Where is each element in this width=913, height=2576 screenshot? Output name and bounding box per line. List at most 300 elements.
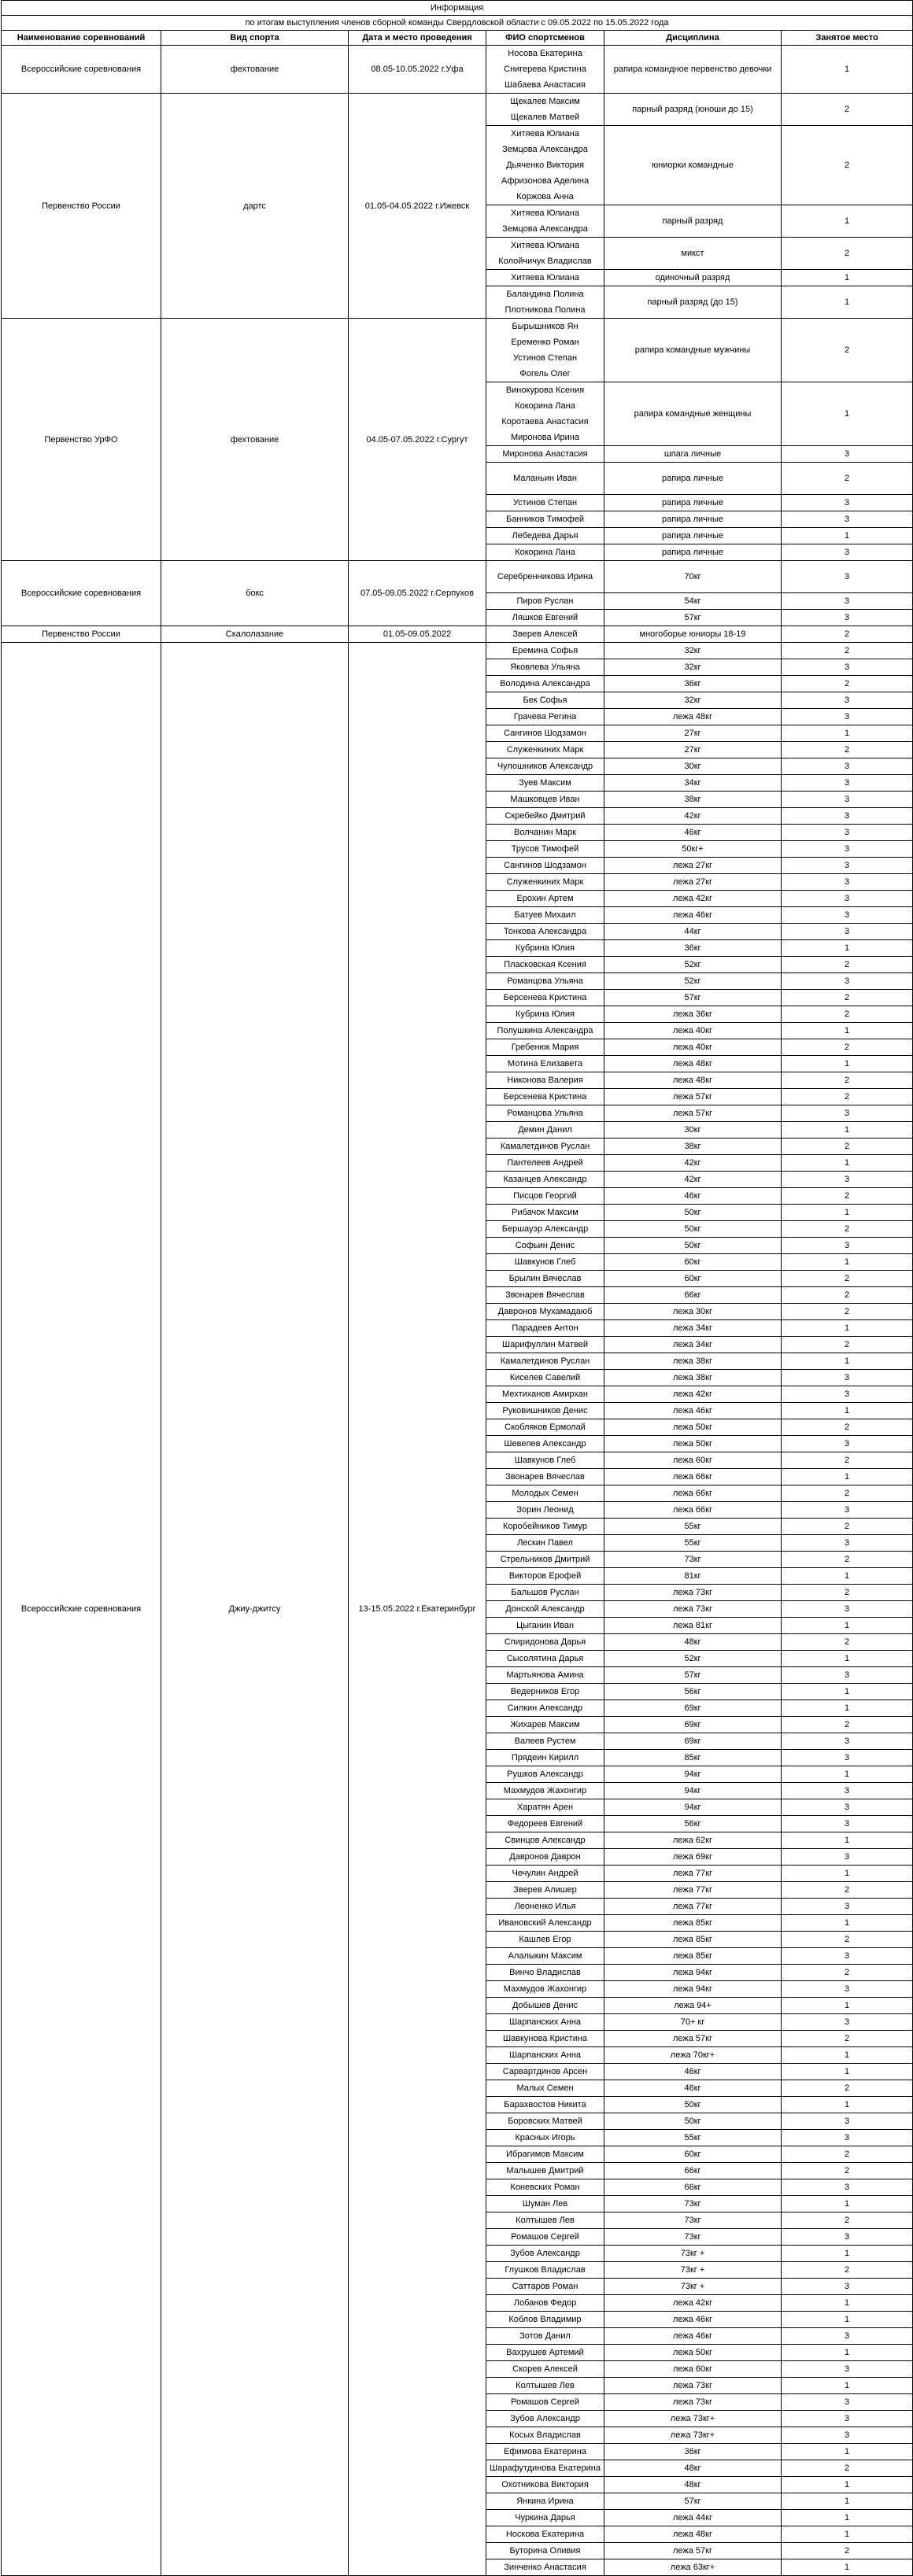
athletes-cell bbox=[486, 2179, 604, 2196]
athlete-name: Ромашов Сергей bbox=[511, 2397, 579, 2407]
place-cell: 1 bbox=[782, 725, 913, 742]
discipline-cell: 52кг bbox=[604, 973, 782, 990]
place-cell: 2 bbox=[782, 990, 913, 1006]
place-cell: 1 bbox=[782, 2526, 913, 2543]
athletes-cell bbox=[486, 1932, 604, 1948]
place-cell: 1 bbox=[782, 2047, 913, 2064]
athlete-name: Сарвартдинов Арсен bbox=[502, 2067, 588, 2076]
athletes-cell bbox=[486, 2212, 604, 2229]
place-cell: 3 bbox=[782, 692, 913, 709]
athletes-cell bbox=[486, 1221, 604, 1238]
athletes-cell bbox=[486, 2163, 604, 2179]
discipline-cell: 73кг + bbox=[604, 2279, 782, 2295]
place-cell: 2 bbox=[782, 1271, 913, 1287]
athlete-name: Шарпанских Анна bbox=[508, 2050, 582, 2060]
place-cell: 3 bbox=[782, 1849, 913, 1866]
results-table bbox=[1, 0, 913, 2576]
discipline-cell: лежа 73кг bbox=[604, 2394, 782, 2411]
athletes-cell bbox=[486, 1370, 604, 1386]
place-cell: 1 bbox=[782, 1684, 913, 1700]
discipline-cell: 85кг bbox=[604, 1750, 782, 1766]
athletes-cell bbox=[486, 2246, 604, 2262]
athletes-cell bbox=[486, 1254, 604, 1271]
discipline-cell: лежа 94+ bbox=[604, 1998, 782, 2014]
athlete-name: Скобляков Ермолай bbox=[505, 1423, 586, 1432]
discipline-cell: лежа 70кг+ bbox=[604, 2047, 782, 2064]
discipline-cell: лежа 77кг bbox=[604, 1882, 782, 1899]
athletes-cell bbox=[486, 1287, 604, 1304]
athletes-cell bbox=[486, 1568, 604, 1585]
athlete-name: Миронова Ирина bbox=[511, 433, 579, 442]
athletes-cell bbox=[486, 463, 604, 495]
discipline-cell: 48кг bbox=[604, 2460, 782, 2477]
discipline-cell: 48кг bbox=[604, 2477, 782, 2493]
athletes-cell bbox=[486, 1023, 604, 1039]
dates-cell: 13-15.05.2022 г.Екатеринбург bbox=[349, 643, 486, 2576]
athlete-name: Прядеин Кирилл bbox=[511, 1753, 579, 1762]
athlete-name: Романцова Ульяна bbox=[507, 1109, 583, 1118]
athlete-name: Зорин Леонид bbox=[516, 1505, 574, 1515]
place-cell: 2 bbox=[782, 2212, 913, 2229]
athletes-cell bbox=[486, 1469, 604, 1485]
place-cell: 1 bbox=[782, 270, 913, 286]
discipline-cell: 32кг bbox=[604, 692, 782, 709]
athlete-name: Серебренникова Ирина bbox=[497, 572, 593, 581]
discipline-cell: 66кг bbox=[604, 2179, 782, 2196]
athlete-name: Сысолятина Дарья bbox=[506, 1654, 584, 1663]
athletes-cell bbox=[486, 1353, 604, 1370]
athlete-name: Камалетдинов Руслан bbox=[500, 1356, 590, 1366]
discipline-cell: лежа 60кг bbox=[604, 2361, 782, 2378]
place-cell: 3 bbox=[782, 1386, 913, 1403]
dates-cell: 08.05-10.05.2022 г.Уфа bbox=[349, 46, 486, 94]
athletes-cell bbox=[486, 1105, 604, 1122]
athlete-name: Кашлев Егор bbox=[519, 1935, 571, 1944]
athletes-cell bbox=[486, 2229, 604, 2246]
athlete-name: Мотина Елизавета bbox=[507, 1059, 583, 1068]
place-cell: 1 bbox=[782, 2312, 913, 2328]
discipline-cell: 69кг bbox=[604, 1700, 782, 1717]
athlete-name: Грачева Регина bbox=[513, 712, 577, 722]
place-cell: 3 bbox=[782, 1105, 913, 1122]
athletes-cell bbox=[486, 1337, 604, 1353]
athletes-cell bbox=[486, 2444, 604, 2460]
athlete-name: Шавкунов Глеб bbox=[514, 1456, 576, 1465]
discipline-cell: 81кг bbox=[604, 1568, 782, 1585]
athletes-cell bbox=[486, 643, 604, 659]
place-cell: 1 bbox=[782, 528, 913, 544]
athlete-name: Пиров Руслан bbox=[516, 596, 574, 606]
athlete-name: Харатян Арен bbox=[516, 1803, 574, 1812]
athletes-cell bbox=[486, 495, 604, 511]
athlete-name: Казанцев Александр bbox=[503, 1175, 587, 1184]
athlete-name: Устинов Степан bbox=[512, 498, 578, 507]
discipline-cell: лежа 94кг bbox=[604, 1981, 782, 1998]
athletes-cell bbox=[486, 1948, 604, 1965]
athletes-cell bbox=[486, 1535, 604, 1552]
athlete-name: Шавкунова Кристина bbox=[502, 2034, 588, 2043]
place-cell: 3 bbox=[782, 1238, 913, 1254]
place-cell: 3 bbox=[782, 1899, 913, 1915]
competition-cell: Всероссийские соревнования bbox=[2, 46, 161, 94]
place-cell: 1 bbox=[782, 2097, 913, 2113]
athletes-cell bbox=[486, 1651, 604, 1667]
athletes-cell bbox=[486, 2080, 604, 2097]
athlete-name: Шевелев Александр bbox=[504, 1439, 586, 1449]
athletes-cell bbox=[486, 2543, 604, 2559]
athlete-name: Колойчичук Владислав bbox=[498, 256, 592, 266]
place-cell: 3 bbox=[782, 2229, 913, 2246]
place-cell: 2 bbox=[782, 676, 913, 692]
athlete-name: Коротаева Анастасия bbox=[501, 417, 589, 426]
athlete-name: Лебедева Дарья bbox=[512, 531, 578, 541]
place-cell: 2 bbox=[782, 1932, 913, 1948]
athletes-cell bbox=[486, 1700, 604, 1717]
athlete-name: Зверев Алексей bbox=[512, 629, 578, 639]
place-cell: 1 bbox=[782, 2477, 913, 2493]
athletes-cell bbox=[486, 775, 604, 792]
athlete-name: Сангинов Шодзамон bbox=[504, 729, 586, 738]
athletes-cell bbox=[486, 1684, 604, 1700]
athletes-cell bbox=[486, 2361, 604, 2378]
discipline-cell: лежа 85кг bbox=[604, 1932, 782, 1948]
athletes-cell bbox=[486, 1601, 604, 1618]
athletes-cell bbox=[486, 205, 604, 238]
discipline-cell: лежа 94кг bbox=[604, 1965, 782, 1981]
athletes-cell bbox=[486, 973, 604, 990]
athlete-name: Зинченко Анастасия bbox=[504, 2563, 586, 2572]
place-cell: 3 bbox=[782, 2130, 913, 2146]
place-cell: 2 bbox=[782, 643, 913, 659]
athlete-name: Глушков Владислав bbox=[505, 2265, 586, 2275]
discipline-cell: 57кг bbox=[604, 610, 782, 626]
sport-cell: Скалолазание bbox=[161, 626, 349, 643]
place-cell: 3 bbox=[782, 2179, 913, 2196]
discipline-cell: 46кг bbox=[604, 1188, 782, 1205]
discipline-cell: лежа 66кг bbox=[604, 1469, 782, 1485]
place-cell: 1 bbox=[782, 1700, 913, 1717]
discipline-cell: 73кг + bbox=[604, 2262, 782, 2279]
discipline-cell: лежа 27кг bbox=[604, 874, 782, 891]
athletes-cell bbox=[486, 1089, 604, 1105]
place-cell: 1 bbox=[782, 205, 913, 238]
table-row bbox=[2, 94, 913, 126]
athletes-cell bbox=[486, 2427, 604, 2444]
athlete-name: Жихарев Максим bbox=[510, 1720, 580, 1729]
header-competition: Наименование соревнований bbox=[2, 31, 161, 46]
place-cell: 2 bbox=[782, 1419, 913, 1436]
place-cell: 3 bbox=[782, 858, 913, 874]
athlete-name: Кубрина Юлия bbox=[516, 943, 575, 953]
discipline-cell: 73кг + bbox=[604, 2246, 782, 2262]
athlete-name: Гребенюк Мария bbox=[511, 1043, 579, 1052]
athletes-cell bbox=[486, 1039, 604, 1056]
dates-cell: 01.05-09.05.2022 bbox=[349, 626, 486, 643]
discipline-cell: 48кг bbox=[604, 1634, 782, 1651]
athlete-name: Романцова Ульяна bbox=[507, 976, 583, 986]
place-cell: 3 bbox=[782, 2361, 913, 2378]
place-cell: 1 bbox=[782, 1254, 913, 1271]
athletes-cell bbox=[486, 1832, 604, 1849]
athlete-name: Чечулин Андрей bbox=[512, 1869, 578, 1878]
athlete-name: Тонкова Александра bbox=[503, 927, 587, 936]
place-cell: 2 bbox=[782, 2262, 913, 2279]
athlete-name: Зверев Алишер bbox=[513, 1885, 577, 1895]
place-cell: 2 bbox=[782, 1089, 913, 1105]
athlete-name: Миронова Анастасия bbox=[502, 449, 588, 459]
discipline-cell: рапира командные мужчины bbox=[604, 319, 782, 382]
place-cell: 2 bbox=[782, 2460, 913, 2477]
place-cell: 3 bbox=[782, 891, 913, 907]
discipline-cell: лежа 77кг bbox=[604, 1866, 782, 1882]
discipline-cell: 94кг bbox=[604, 1766, 782, 1783]
place-cell: 1 bbox=[782, 2295, 913, 2312]
athletes-cell bbox=[486, 924, 604, 940]
place-cell: 1 bbox=[782, 2493, 913, 2510]
place-cell: 3 bbox=[782, 495, 913, 511]
athletes-cell bbox=[486, 528, 604, 544]
athlete-name: Руковишников Денис bbox=[502, 1406, 588, 1415]
discipline-cell: 50кг bbox=[604, 1238, 782, 1254]
athlete-name: Малых Семен bbox=[516, 2083, 574, 2093]
athletes-cell bbox=[486, 319, 604, 382]
athletes-cell bbox=[486, 544, 604, 561]
dates-cell: 01.05-04.05.2022 г.Ижевск bbox=[349, 94, 486, 319]
athlete-name: Чуркина Дарья bbox=[515, 2513, 575, 2522]
place-cell: 2 bbox=[782, 742, 913, 758]
athlete-name: Земцова Александра bbox=[502, 145, 588, 154]
discipline-cell: 38кг bbox=[604, 1139, 782, 1155]
athletes-cell bbox=[486, 2312, 604, 2328]
athletes-cell bbox=[486, 46, 604, 94]
place-cell: 1 bbox=[782, 1568, 913, 1585]
place-cell: 2 bbox=[782, 1039, 913, 1056]
place-cell: 3 bbox=[782, 544, 913, 561]
discipline-cell: 57кг bbox=[604, 2493, 782, 2510]
athletes-cell bbox=[486, 2345, 604, 2361]
discipline-cell: микст bbox=[604, 238, 782, 270]
competition-cell: Всероссийские соревнования bbox=[2, 643, 161, 2576]
place-cell: 1 bbox=[782, 1056, 913, 1072]
athlete-name: Снигерева Кристина bbox=[504, 65, 586, 74]
athletes-cell bbox=[486, 561, 604, 593]
place-cell: 2 bbox=[782, 1304, 913, 1320]
discipline-cell: лежа 36кг bbox=[604, 1006, 782, 1023]
discipline-cell: рапира командные женщины bbox=[604, 382, 782, 446]
competition-cell: Всероссийские соревнования bbox=[2, 561, 161, 626]
competition-cell: Первенство России bbox=[2, 94, 161, 319]
athletes-cell bbox=[486, 1006, 604, 1023]
athlete-name: Охотникова Виктория bbox=[501, 2480, 589, 2489]
athlete-name: Носкова Екатерина bbox=[505, 2530, 585, 2539]
athlete-name: Плотникова Полина bbox=[505, 305, 586, 315]
athletes-cell bbox=[486, 270, 604, 286]
athletes-cell bbox=[486, 1585, 604, 1601]
discipline-cell: 52кг bbox=[604, 1651, 782, 1667]
place-cell: 2 bbox=[782, 2146, 913, 2163]
athlete-name: Бырышников Ян bbox=[512, 322, 578, 331]
athlete-name: Викторов Ерофей bbox=[508, 1571, 582, 1581]
discipline-cell: лежа 42кг bbox=[604, 1386, 782, 1403]
athletes-cell bbox=[486, 2130, 604, 2146]
athletes-cell bbox=[486, 1155, 604, 1172]
athlete-name: Ерохин Артем bbox=[516, 894, 574, 903]
discipline-cell: лежа 40кг bbox=[604, 1023, 782, 1039]
discipline-cell: лежа 57кг bbox=[604, 2543, 782, 2559]
athlete-name: Коржова Анна bbox=[516, 192, 574, 201]
place-cell: 3 bbox=[782, 841, 913, 858]
athletes-cell bbox=[486, 2113, 604, 2130]
discipline-cell: рапира личные bbox=[604, 511, 782, 528]
athlete-name: Силкин Александр bbox=[507, 1703, 583, 1713]
discipline-cell: лежа 57кг bbox=[604, 1089, 782, 1105]
athletes-cell bbox=[486, 2097, 604, 2113]
athletes-cell bbox=[486, 1915, 604, 1932]
place-cell: 3 bbox=[782, 874, 913, 891]
athletes-cell bbox=[486, 1403, 604, 1419]
discipline-cell: юниорки командные bbox=[604, 126, 782, 205]
athlete-name: Винчо Владислав bbox=[509, 1968, 581, 1977]
athlete-name: Коблов Владимир bbox=[508, 2315, 582, 2324]
place-cell: 1 bbox=[782, 1023, 913, 1039]
discipline-cell: 55кг bbox=[604, 2130, 782, 2146]
discipline-cell: лежа 48кг bbox=[604, 1072, 782, 1089]
place-cell: 2 bbox=[782, 1072, 913, 1089]
discipline-cell: лежа 46кг bbox=[604, 2328, 782, 2345]
discipline-cell: 56кг bbox=[604, 1684, 782, 1700]
athletes-cell bbox=[486, 1882, 604, 1899]
discipline-cell: лежа 50кг bbox=[604, 1436, 782, 1452]
athletes-cell bbox=[486, 957, 604, 973]
athlete-name: Хитяева Юлиана bbox=[511, 129, 579, 138]
athlete-name: Писцов Георгий bbox=[513, 1191, 577, 1201]
place-cell: 2 bbox=[782, 1139, 913, 1155]
athlete-name: Батуев Михаил bbox=[514, 910, 576, 920]
place-cell: 3 bbox=[782, 2279, 913, 2295]
athlete-name: Брылин Вячеслав bbox=[508, 1274, 582, 1283]
discipline-cell: 27кг bbox=[604, 742, 782, 758]
place-cell: 2 bbox=[782, 1552, 913, 1568]
athletes-cell bbox=[486, 1386, 604, 1403]
athlete-name: Боровских Матвей bbox=[508, 2117, 582, 2126]
athlete-name: Машковцев Иван bbox=[510, 795, 580, 804]
athlete-name: Федореев Евгений bbox=[507, 1819, 583, 1829]
discipline-cell: лежа 73кг+ bbox=[604, 2427, 782, 2444]
athlete-name: Камалетдинов Руслан bbox=[500, 1142, 590, 1151]
athletes-cell bbox=[486, 1733, 604, 1750]
athletes-cell bbox=[486, 2262, 604, 2279]
discipline-cell: 46кг bbox=[604, 825, 782, 841]
place-cell: 1 bbox=[782, 2378, 913, 2394]
athlete-name: Никонова Валерия bbox=[507, 1076, 583, 1085]
athletes-cell bbox=[486, 1998, 604, 2014]
place-cell: 3 bbox=[782, 511, 913, 528]
athlete-name: Софьин Денис bbox=[515, 1241, 575, 1250]
athlete-name: Ляшков Евгений bbox=[512, 613, 578, 622]
header-dates: Дата и место проведения bbox=[349, 31, 486, 46]
athlete-name: Зубов Александр bbox=[510, 2414, 580, 2423]
discipline-cell: лежа 85кг bbox=[604, 1948, 782, 1965]
discipline-cell: лежа 60кг bbox=[604, 1452, 782, 1469]
place-cell: 2 bbox=[782, 1221, 913, 1238]
discipline-cell: 70кг bbox=[604, 561, 782, 593]
athlete-name: Пантелеев Андрей bbox=[507, 1158, 583, 1168]
place-cell: 1 bbox=[782, 1998, 913, 2014]
place-cell: 3 bbox=[782, 1750, 913, 1766]
athlete-name: Зуев Максим bbox=[519, 778, 571, 788]
athletes-cell bbox=[486, 238, 604, 270]
discipline-cell: 44кг bbox=[604, 924, 782, 940]
document-subtitle: по итогам выступления членов сборной команды Свердловской области с 09.05.2022 по 15.05.2022 года bbox=[2, 16, 913, 31]
athletes-cell bbox=[486, 610, 604, 626]
athlete-name: Косых Владислав bbox=[509, 2430, 581, 2440]
place-cell: 1 bbox=[782, 1651, 913, 1667]
athletes-cell bbox=[486, 1766, 604, 1783]
athlete-name: Берсенева Кристина bbox=[503, 1092, 587, 1102]
athlete-name: Зубов Александр bbox=[510, 2249, 580, 2258]
discipline-cell: лежа 66кг bbox=[604, 1485, 782, 1502]
place-cell: 3 bbox=[782, 1948, 913, 1965]
place-cell: 2 bbox=[782, 94, 913, 126]
place-cell: 2 bbox=[782, 1485, 913, 1502]
athletes-cell bbox=[486, 709, 604, 725]
athlete-name: Хитяева Юлиана bbox=[511, 241, 579, 250]
athlete-name: Янкина Ирина bbox=[516, 2497, 574, 2506]
place-cell: 1 bbox=[782, 1866, 913, 1882]
athletes-cell bbox=[486, 1816, 604, 1832]
athletes-cell bbox=[486, 841, 604, 858]
place-cell: 3 bbox=[782, 2411, 913, 2427]
discipline-cell: 54кг bbox=[604, 593, 782, 610]
athlete-name: Пласковская Ксения bbox=[504, 960, 586, 969]
athlete-name: Служенкиних Марк bbox=[506, 745, 584, 755]
athlete-name: Свинцов Александр bbox=[505, 1836, 586, 1845]
competition-cell: Первенство России bbox=[2, 626, 161, 643]
athletes-cell bbox=[486, 2477, 604, 2493]
athletes-cell bbox=[486, 446, 604, 463]
athletes-cell bbox=[486, 940, 604, 957]
athlete-name: Володина Александра bbox=[500, 679, 590, 688]
discipline-cell: 30кг bbox=[604, 1122, 782, 1139]
discipline-cell: лежа 57кг bbox=[604, 1105, 782, 1122]
discipline-cell: 60кг bbox=[604, 1254, 782, 1271]
place-cell: 3 bbox=[782, 1172, 913, 1188]
place-cell: 3 bbox=[782, 973, 913, 990]
athlete-name: Служенкиних Марк bbox=[506, 877, 584, 887]
athletes-cell bbox=[486, 2411, 604, 2427]
athlete-name: Баландина Полина bbox=[506, 290, 584, 299]
athlete-name: Банников Тимофей bbox=[506, 515, 584, 524]
athletes-cell bbox=[486, 1965, 604, 1981]
place-cell: 3 bbox=[782, 775, 913, 792]
athlete-name: Шабаева Анастасия bbox=[504, 80, 586, 90]
place-cell: 3 bbox=[782, 593, 913, 610]
athlete-name: Мехтиханов Амирхан bbox=[502, 1389, 588, 1399]
discipline-cell: лежа 77кг bbox=[604, 1899, 782, 1915]
discipline-cell: лежа 30кг bbox=[604, 1304, 782, 1320]
discipline-cell: 60кг bbox=[604, 2146, 782, 2163]
athletes-cell bbox=[486, 511, 604, 528]
athlete-name: Саттаров Роман bbox=[512, 2282, 578, 2291]
discipline-cell: рапира личные bbox=[604, 463, 782, 495]
athletes-cell bbox=[486, 593, 604, 610]
place-cell: 1 bbox=[782, 1403, 913, 1419]
place-cell: 1 bbox=[782, 2345, 913, 2361]
place-cell: 2 bbox=[782, 1006, 913, 1023]
athlete-name: Бальшов Руслан bbox=[511, 1588, 579, 1597]
discipline-cell: 66кг bbox=[604, 2163, 782, 2179]
place-cell: 1 bbox=[782, 2559, 913, 2576]
